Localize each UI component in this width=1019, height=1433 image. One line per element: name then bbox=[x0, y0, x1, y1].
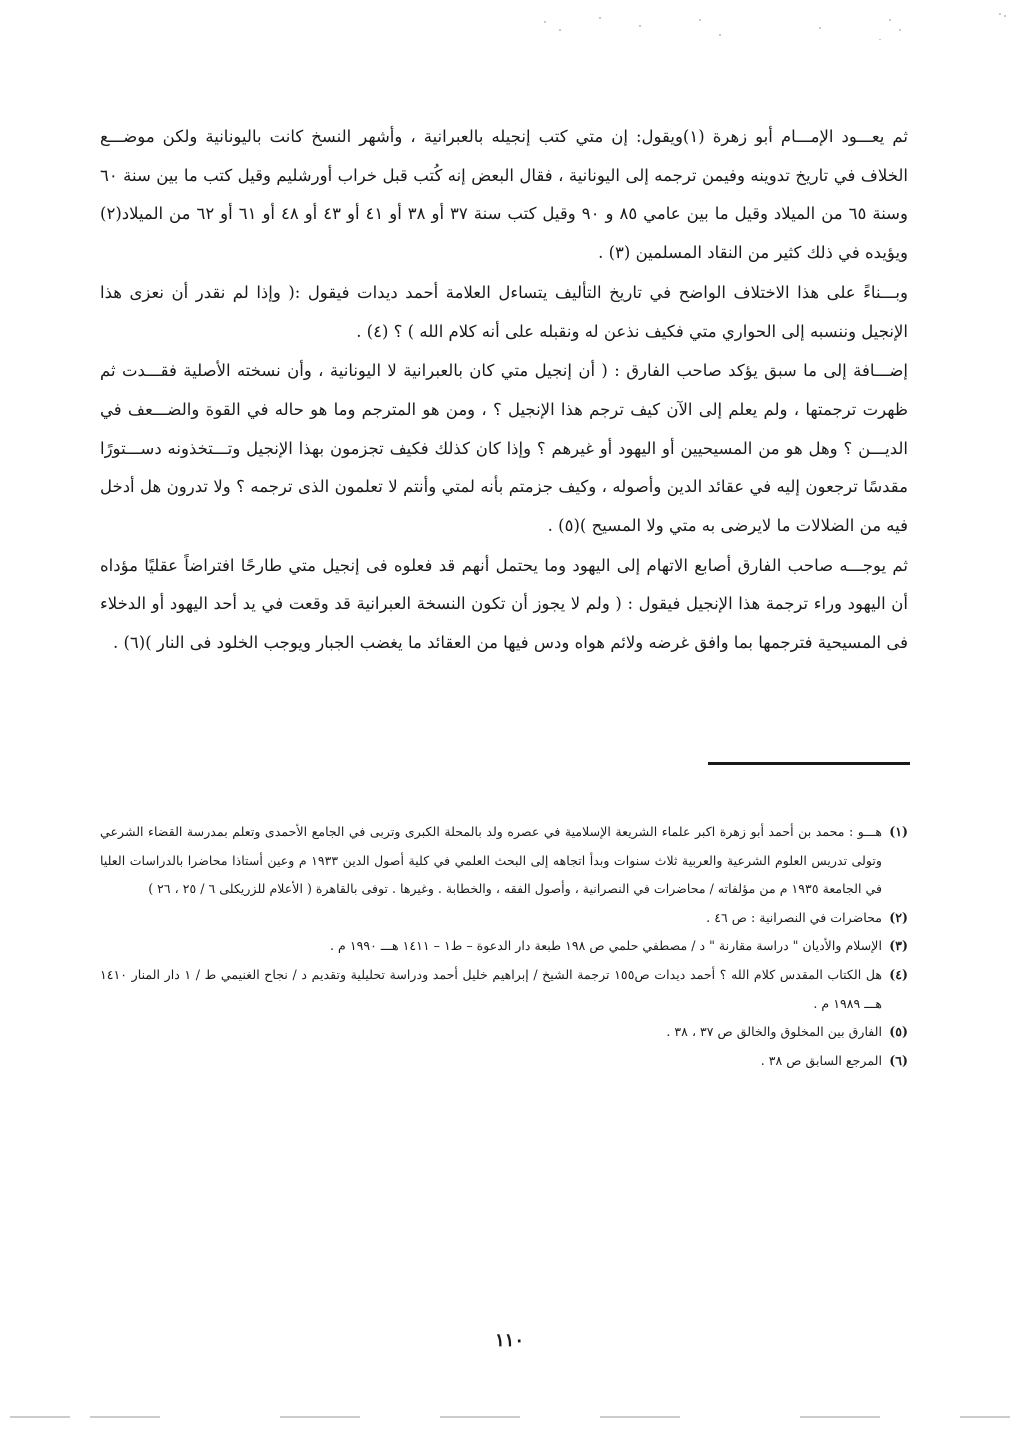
footnote-1 bbox=[100, 818, 908, 904]
footnote-number: (٣) bbox=[889, 938, 908, 954]
footnote-number: (٤) bbox=[889, 966, 908, 982]
main-text bbox=[100, 118, 908, 663]
footnote-number: (٦) bbox=[889, 1052, 908, 1068]
page-number: ١١٠ bbox=[494, 1330, 524, 1351]
paragraph-1: ثم يعـــود الإمـــام أبو زهرة (١)ويقول: إن متي كتب إنجيله بالعبرانية ، وأشهر النسخ كانت باليونانية ولكن موضـــع الخلاف في تاريخ تدوينه وفيمن ترجمه إلى اليونانية ، فقال البعض إنه كُتب قبل خراب أورشليم وقيل كتب ما بين سنة ٦٠ وسنة ٦٥ من الميلاد وقيل ما بين عامي ٨٥ و ٩٠ وقيل كتب سنة ٣٧ أو ٣٨ أو ٤١ أو ٤٣ أو ٤٨ أو ٦١ أو ٦٢ من الميلاد(٢) ويؤيده في ذلك كثير من النقاد المسلمين (٣) . bbox=[100, 127, 908, 263]
footnote-5 bbox=[100, 1018, 908, 1047]
footnote-text: هـــو : محمد بن أحمد أبو زهرة اكبر علماء الشريعة الإسلامية في عصره ولد بالمحلة الكبرى وتربى في الجامع الأحمدى وتعلم بمدرسة القضاء الشرعي وتولى تدريس العلوم الشرعية والعربية ثلاث سنوات وبدأ اتجاهه إلى البحث العلمي في كلية أصول الدين ١٩٣٣ م وعين أستاذا محاضرا بالدراسات العليا في الجامعة ١٩٣٥ م من مؤلفاته / محاضرات في النصرانية ، وأصول الفقه ، والخطابة . وغيرها . توفى بالقاهرة ( الأعلام للزريكلى ٦ / ٢٥ ، ٢٦ ) bbox=[100, 824, 882, 897]
paragraph-3: إضـــافة إلى ما سبق يؤكد صاحب الفارق : ( أن إنجيل متي كان بالعبرانية لا اليونانية ، وأن نسخته الأصلية فقـــدت ثم ظهرت ترجمتها ، ولم يعلم إلى الآن كيف ترجم هذا الإنجيل ؟ ، ومن هو المترجم وما هو حاله في القوة والضـــعف في الديـــن ؟ وهل هو من المسيحيين أو اليهود أو غيرهم ؟ وإذا كان كذلك فكيف تجزمون بهذا الإنجيل وتـــتخذونه دســـتورًا مقدسًا ترجعون إليه في عقائد الدين وأصوله ، وكيف جزمتم بأنه لمتي وأنتم لا تعلمون الذى ترجمه ؟ ولا تدرون هل أدخل فيه من الضلالات ما لايرضى به متي ولا المسيح )(٥) . bbox=[100, 361, 908, 536]
footnote-number: (١) bbox=[889, 824, 908, 839]
footnote-separator bbox=[708, 762, 910, 765]
footnote-text: محاضرات في النصرانية : ص ٤٦ . bbox=[706, 909, 882, 925]
footnote-text: المرجع السابق ص ٣٨ . bbox=[760, 1052, 882, 1068]
footnote-number: (٥) bbox=[889, 1024, 908, 1040]
footnote-number: (٢) bbox=[889, 909, 908, 925]
footnotes bbox=[100, 818, 908, 1075]
footnote-6 bbox=[100, 1047, 908, 1076]
scan-speckles bbox=[0, 0, 1019, 40]
footnote-text: الإسلام والأديان " دراسة مقارنة " د / مصطفي حلمي ص ١٩٨ طبعة دار الدعوة – ط١ – ١٤١١ هـــ ١٩٩٠ م . bbox=[330, 938, 882, 954]
paragraph-4: ثم يوجـــه صاحب الفارق أصابع الاتهام إلى اليهود وما يحتمل أنهم قد فعلوه فى إنجيل متي طارحًا افتراضاً عقليًا مؤداه أن اليهود وراء ترجمة هذا الإنجيل فيقول : ( ولم لا يجوز أن تكون النسخة العبرانية قد وقعت في يد أحد اليهود أو الدخلاء فى المسيحية فترجمها بما وافق غرضه ولائم هواه ودس فيها من العقائد ما يغضب الجبار ويوجب الخلود فى النار )(٦) . bbox=[100, 555, 908, 653]
footnote-text: الفارق بين المخلوق والخالق ص ٣٧ ، ٣٨ . bbox=[666, 1024, 882, 1040]
footnote-2 bbox=[100, 904, 908, 933]
footnote-text: هل الكتاب المقدس كلام الله ؟ أحمد ديدات ص١٥٥ ترجمة الشيخ / إبراهيم خليل أحمد ودراسة تحليلية وتقديم د / نجاح الغنيمي ط / ١ دار المنار ١٤١٠ هـــ ١٩٨٩ م . bbox=[100, 966, 882, 1011]
footnote-3 bbox=[100, 932, 908, 961]
paragraph-2: وبـــناءً على هذا الاختلاف الواضح في تاريخ التأليف يتساءل العلامة أحمد ديدات فيقول :( وإذا لم نقدر أن نعزى هذا الإنجيل وننسبه إلى الحواري متي فكيف نذعن له ونقبله على أنه كلام الله ) ؟ (٤) . bbox=[100, 282, 908, 341]
scan-edge-lines bbox=[0, 1414, 1019, 1420]
footnote-4 bbox=[100, 961, 908, 1018]
